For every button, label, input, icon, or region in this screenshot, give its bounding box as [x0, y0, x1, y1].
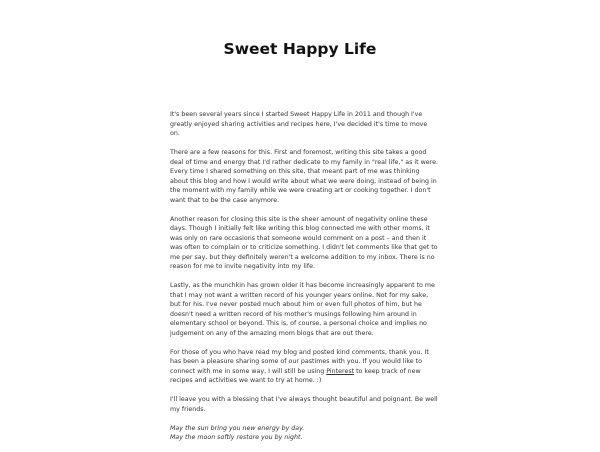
post-paragraph — [170, 348, 438, 386]
post-paragraph: It's been several years since I started Sweet Happy Life in 2011 and though I've greatly enjoyed sharing activities and recipes here, I've decided it's time to move on. — [170, 111, 428, 137]
post-paragraph: I'll leave you with a blessing that I've always thought beautiful and poignant. Be well my friends. — [170, 396, 438, 413]
pinterest-link[interactable]: Pinterest — [326, 367, 355, 375]
blessing-line: May the sun bring you new energy by day. — [170, 424, 305, 432]
paragraph-text: For those of you who have read my blog and posted kind comments, thank you. It has been a pleasure sharing some of our pastimes with you. If you would like to connect with me in some way, I will still be using — [170, 348, 429, 375]
post-paragraph: Lastly, as the munchkin has grown older it has become increasingly apparent to me that I may not want a written record of his younger years online. Not for my sake, but for his. I've never posted much about him or even full photos of him, but he doesn't need a written record of his mother's musings following him around in elementary school or beyond. This is, of course, a personal choice and implies no judgement on any of the amazing mom blogs that are out there. — [170, 282, 435, 337]
post-paragraph: Another reason for closing this site is the sheer amount of negativity online these days. Though I initially felt like writing this blog connected me with other moms, it was only on rare occasions that someone would comment on a post – and then it was often to complain or to criticize something. I didn't let comments like that get to me per say, but they definitely weren't a welcome addition to my inbox. There is no reason for me to invite negativity into my life. — [170, 215, 438, 270]
paragraph-text: to keep track of new recipes and activities we want to try at home. :) — [170, 367, 421, 384]
site-title[interactable]: Sweet Happy Life — [223, 40, 377, 58]
post-paragraph: There are a few reasons for this. First and foremost, writing this site takes a good deal of time and energy that I'd rather dedicate to my family in "real life," as it were. Every time I shared something on this site, that meant part of me was thinking about this blog and how I would write about what we were doing, instead of being in the moment with my family while we were creating art or cooking together. I don't want that to be the case anymore. — [170, 149, 438, 204]
post-content — [170, 110, 438, 452]
blessing — [170, 424, 438, 443]
blessing-line: May the moon softly restore you by night. — [170, 434, 303, 441]
